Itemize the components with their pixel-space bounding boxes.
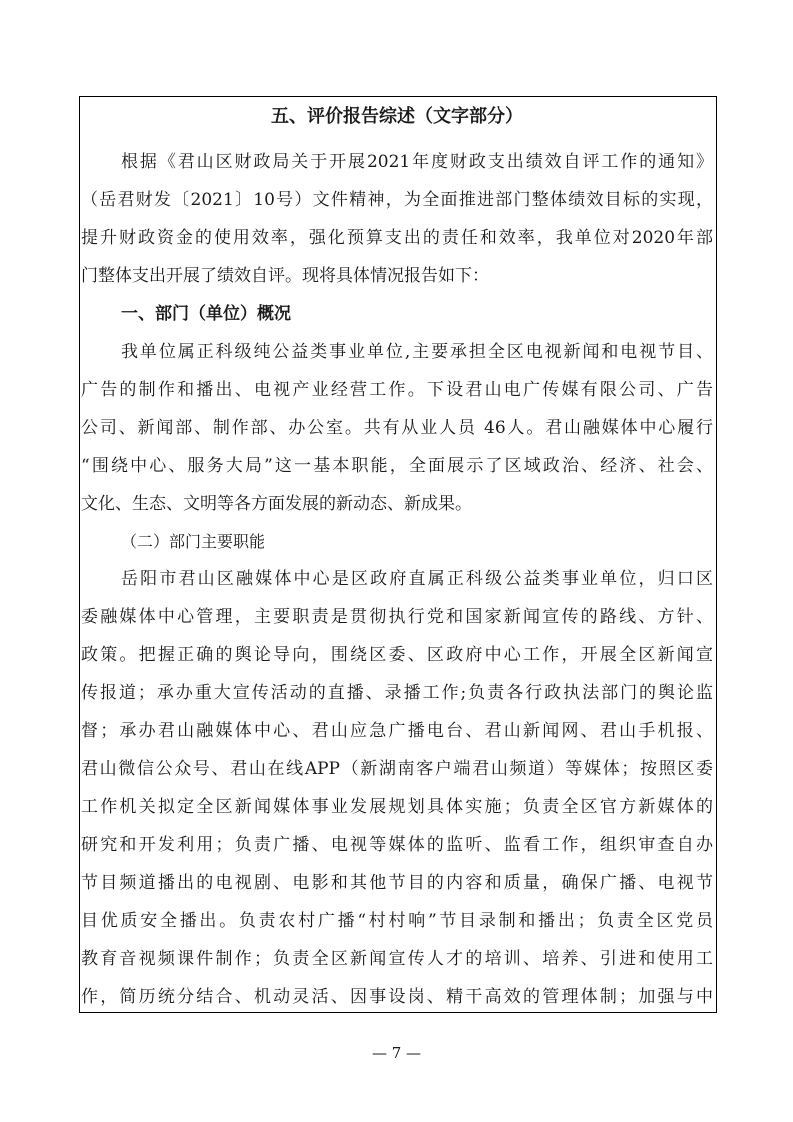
functions-line: 岳阳市君山区融媒体中心是区政府直属正科级公益类事业单位，归口区 (121, 569, 713, 589)
overview-line: 文化、生态、文明等各方面发展的新动态、新成果。 (81, 494, 472, 514)
overview-line: 我单位属正科级纯公益类事业单位,主要承担全区电视新闻和电视节目、 (121, 342, 713, 362)
overview-line: “围绕中心、服务大局”这一基本职能，全面展示了区域政治、经济、社会、 (81, 456, 713, 476)
functions-line: 传报道；承办重大宣传活动的直播、录播工作;负责各行政执法部门的舆论监 (81, 683, 713, 703)
functions-line: 督；承办君山融媒体中心、君山应急广播电台、君山新闻网、君山手机报、 (81, 721, 713, 741)
intro-line: （岳君财发〔2021〕10号）文件精神，为全面推进部门整体绩效目标的实现， (81, 190, 713, 210)
section-title: 五、评价报告综述（文字部分） (271, 106, 523, 127)
functions-line: 委融媒体中心管理，主要职责是贯彻执行党和国家新闻宣传的路线、方针、 (81, 607, 713, 627)
functions-line: 目优质安全播出。负责农村广播“村村响”节目录制和播出；负责全区党员 (81, 911, 713, 931)
intro-line: 门整体支出开展了绩效自评。现将具体情况报告如下： (81, 266, 489, 286)
overview-line: 公司、新闻部、制作部、办公室。共有从业人员 46人。君山融媒体中心履行 (81, 418, 713, 438)
functions-line: 君山微信公众号、君山在线APP（新湖南客户端君山频道）等媒体；按照区委 (81, 759, 713, 779)
heading-overview: 一、部门（单位）概况 (121, 304, 291, 324)
functions-line: 作，简历统分结合、机动灵活、因事设岗、精干高效的管理体制；加强与中 (81, 987, 713, 1007)
functions-line: 研究和开发利用；负责广播、电视等媒体的监听、监看工作，组织审查自办 (81, 835, 713, 855)
functions-line: 政策。把握正确的舆论导向，围绕区委、区政府中心工作，开展全区新闻宣 (81, 645, 713, 665)
functions-line: 教育音视频课件制作；负责全区新闻宣传人才的培训、培养、引进和使用工 (81, 949, 713, 969)
heading-main-functions: （二）部门主要职能 (121, 532, 266, 551)
page-number: — 7 — (371, 1044, 422, 1062)
intro-line: 提升财政资金的使用效率，强化预算支出的责任和效率，我单位对2020年部 (81, 228, 713, 248)
overview-line: 广告的制作和播出、电视产业经营工作。下设君山电广传媒有限公司、广告 (81, 380, 713, 400)
functions-line: 节目频道播出的电视剧、电影和其他节目的内容和质量，确保广播、电视节 (81, 873, 713, 893)
functions-line: 工作机关拟定全区新闻媒体事业发展规划具体实施；负责全区官方新媒体的 (81, 797, 713, 817)
intro-line: 根据《君山区财政局关于开展2021年度财政支出绩效自评工作的通知》 (121, 152, 713, 172)
